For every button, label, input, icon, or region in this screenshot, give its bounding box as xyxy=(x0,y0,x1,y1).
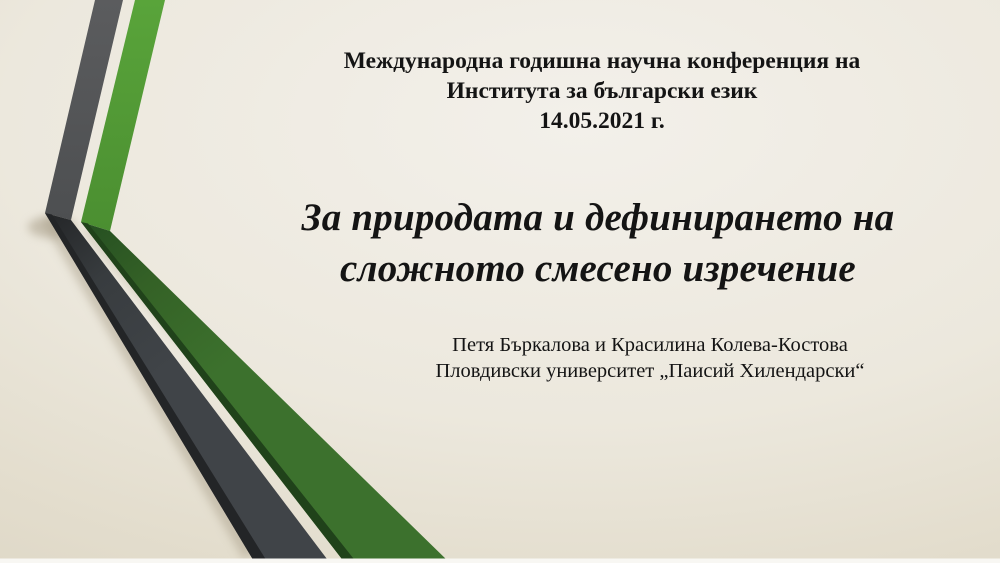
slide-title-line1: За природата и дефинирането на xyxy=(301,196,895,239)
conference-name-line2: Института за български език xyxy=(446,78,758,104)
author-names: Петя Бъркалова и Красилина Колева-Костова xyxy=(452,334,848,356)
conference-date: 14.05.2021 г. xyxy=(539,108,665,134)
conference-name-line1: Международна годишна научна конференция на xyxy=(343,48,861,74)
bottom-edge-strip xyxy=(0,559,1000,563)
slide-title xyxy=(198,192,998,294)
author-affiliation: Пловдивски университет „Паисий Хилендарски“ xyxy=(435,360,865,382)
authors-block xyxy=(250,332,1000,384)
conference-header xyxy=(202,46,1000,136)
slide-title-line2: сложното смесено изречение xyxy=(340,247,856,290)
